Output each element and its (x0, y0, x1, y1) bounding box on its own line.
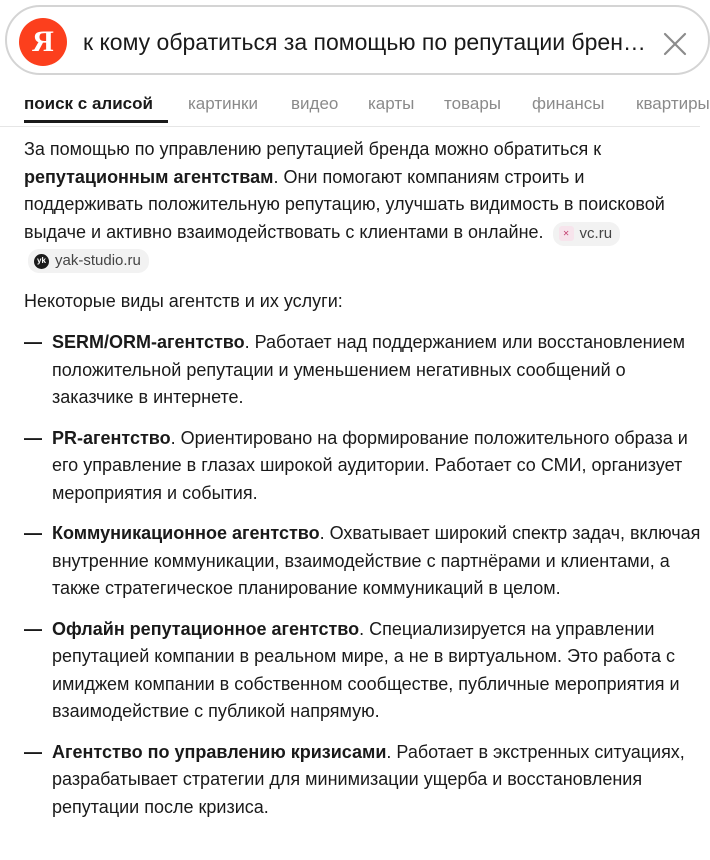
tab-images[interactable]: картинки (188, 94, 258, 113)
search-tabs (0, 90, 710, 126)
highlight-term: репутационным агентствам (24, 166, 274, 187)
vc-icon: ✕ (559, 226, 574, 241)
yandex-logo-icon[interactable]: Я (19, 18, 67, 66)
list-dash: — (24, 741, 42, 762)
yak-studio-icon: yk (34, 254, 49, 269)
source-chip-yak-studio[interactable]: yk yak-studio.ru (28, 249, 149, 273)
list-item: — Агентство по управлению кризисами. Работает в экстренных ситуациях, разрабатывает стратегии для минимизации ущерба и восстановления репутации после кризиса. (24, 739, 704, 822)
tab-maps[interactable]: карты (368, 94, 415, 113)
list-item: — PR-агентство. Ориентировано на формирование положительного образа и его управление в глазах широкой аудитории. Работает со СМИ, организует мероприятия и события. (24, 425, 704, 508)
active-tab-indicator (24, 120, 168, 123)
tab-video[interactable]: видео (291, 94, 339, 113)
tab-realty[interactable]: квартиры (636, 94, 710, 113)
search-bar[interactable] (5, 5, 710, 75)
list-dash: — (24, 427, 42, 448)
list-intro: Некоторые виды агентств и их услуги: (24, 290, 343, 311)
tab-alice-search[interactable]: поиск с алисой (24, 94, 153, 113)
list-item: — Коммуникационное агентство. Охватывает широкий спектр задач, включая внутренние коммуникации, взаимодействие с партнёрами и клиентами, а также стратегическое планирование коммуникаций в целом. (24, 520, 704, 603)
search-input[interactable]: к кому обратиться за помощью по репутации брен… (83, 29, 646, 55)
answer-content (24, 136, 704, 834)
list-dash: — (24, 523, 42, 543)
source-chip-vc[interactable]: ✕ vc.ru (553, 222, 621, 246)
list-dash: — (24, 618, 42, 639)
tab-finance[interactable]: финансы (532, 94, 605, 113)
answer-intro: За помощью по управлению репутацией бренда можно обратиться к репутационным агентствам. Они помогают компаниям строить и поддерживать положительную репутацию, улучшать видимость в поисковой выдаче и активно взаимодействовать с клиентами в онлайне. ✕ vc.ru yk yak-studio.ru (24, 136, 704, 274)
close-icon[interactable] (662, 31, 688, 57)
list-item: — SERM/ORM-агентство. Работает над поддержанием или восстановлением положительной репутации и уменьшением негативных сообщений о заказчике в интернете. (24, 329, 704, 412)
tab-goods[interactable]: товары (444, 94, 502, 113)
list-dash: — (24, 332, 42, 352)
divider (0, 126, 700, 127)
list-item: — Офлайн репутационное агентство. Специализируется на управлении репутацией компании в реальном мире, а не в виртуальном. Это работа с имиджем компании в собственном сообществе, публичные мероприятия и взаимодействие с публикой напрямую. (24, 616, 704, 726)
